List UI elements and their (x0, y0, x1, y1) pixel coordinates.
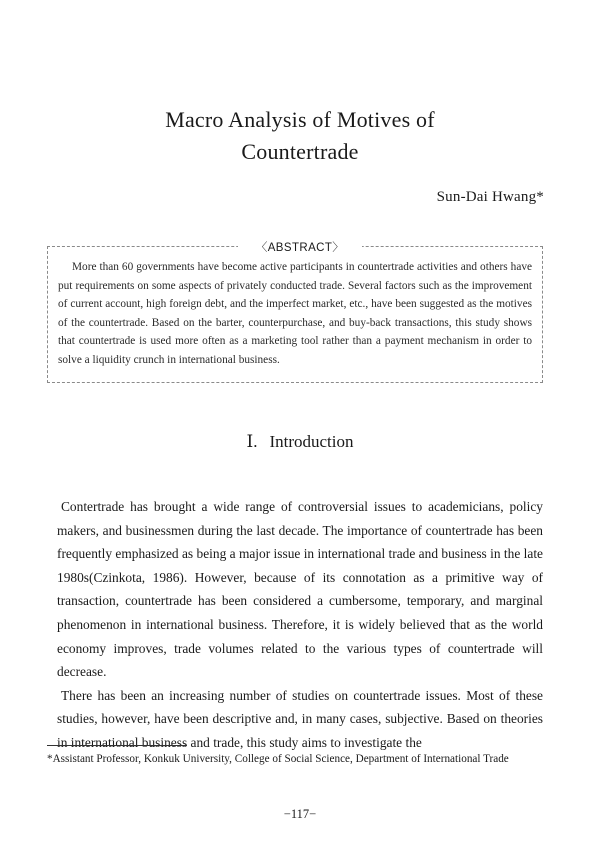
paper-title-line-1: Macro Analysis of Motives of (165, 107, 435, 132)
page-number: −117− (283, 807, 317, 821)
section-title: Introduction (269, 432, 354, 451)
paragraph-2: There has been an increasing number of studies on countertrade issues. Most of these studies, however, have been descriptive and, in many cases, subjective. Based on theories in international business and trade, this study aims to investigate the (57, 687, 543, 750)
section-number: Ⅰ. (246, 432, 258, 451)
paragraph-1: Contertrade has brought a wide range of controversial issues to academicians, policy makers, and businessmen during the last decade. The importance of countertrade has been frequently emphasized as being a major issue in international trade and business in the late 1980s(Czinkota, 1986). However, because of its connotation as a primitive way of transaction, countertrade has been considered a cumbersome, temporary, and marginal phenomenon in international business. Therefore, it is widely believed that as the world economy improves, trade volumes related to the various types of countertrade will decrease. (57, 499, 543, 680)
footnote-divider (47, 745, 187, 746)
body-text (57, 495, 543, 755)
footnote: *Assistant Professor, Konkuk University, College of Social Science, Department of International Trade (47, 753, 509, 765)
section-heading (0, 432, 600, 452)
paper-title-line-2: Countertrade (241, 139, 359, 164)
abstract-text: More than 60 governments have become active participants in countertrade activities and others have put requirements on some aspects of privately conducted trade. Several factors such as the improvement of current account, high foreign debt, and the imperfect market, etc., have been suggested as the motives of the countertrade. Based on the barter, counterpurchase, and buy-back transactions, this study shows that countertrade is used more often as a marketing tool rather than a payment mechanism in order to solve a liquidity crunch in international business. (58, 261, 532, 366)
abstract-heading-label: 〈ABSTRACT〉 (238, 242, 362, 254)
author-name: Sun-Dai Hwang* (436, 189, 544, 205)
paper-title (0, 104, 600, 168)
abstract-heading (0, 238, 600, 256)
